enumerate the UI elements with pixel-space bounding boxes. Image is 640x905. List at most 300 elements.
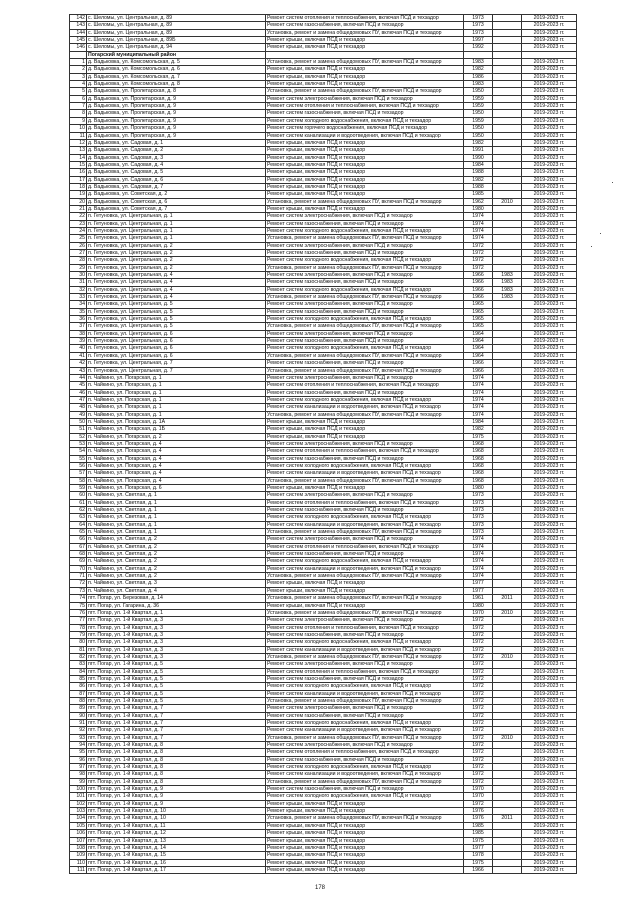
cell-rep xyxy=(493,631,522,638)
cell-year: 1980 xyxy=(464,485,493,492)
cell-year: 1972 xyxy=(464,639,493,646)
cell-period: 2019-2023 гг. xyxy=(522,624,577,631)
cell-work: Ремонт систем отопления и теплоснабжения, включая ПСД и техзадор xyxy=(266,382,464,389)
cell-year: 1975 xyxy=(464,837,493,844)
table-row xyxy=(70,866,577,873)
cell-work: Ремонт систем электроснабжения, включая ПСД и техзадор xyxy=(266,95,464,102)
cell-year: 1970 xyxy=(464,786,493,793)
cell-period: 2019-2023 гг. xyxy=(522,756,577,763)
cell-period: 2019-2023 гг. xyxy=(522,764,577,771)
cell-rep xyxy=(493,51,522,58)
cell-period: 2019-2023 гг. xyxy=(522,521,577,528)
cell-work: Ремонт крыши, включая ПСД и техзадор xyxy=(266,139,464,146)
cell-work: Ремонт систем электроснабжения, включая ПСД и техзадор xyxy=(266,742,464,749)
cell-addr: п. Гетуновка, ул. Центральная, д. 4 xyxy=(87,294,266,301)
table-row xyxy=(70,411,577,418)
cell-addr: п. Чайкино, ул. Светлая, д. 2 xyxy=(87,573,266,580)
cell-rep xyxy=(493,81,522,88)
cell-year: 1972 xyxy=(464,697,493,704)
cell-year xyxy=(464,51,493,58)
cell-n: 64 xyxy=(70,521,87,528)
cell-work: Ремонт крыши, включая ПСД и техзадор xyxy=(266,418,464,425)
cell-work: Установка, ремонт и замена общедомовых ПУ, включая ПСД и техзадор xyxy=(266,778,464,785)
cell-n: 43 xyxy=(70,367,87,374)
cell-work: Ремонт систем электроснабжения, включая ПСД и техзадор xyxy=(266,661,464,668)
cell-period: 2019-2023 гг. xyxy=(522,734,577,741)
cell-rep xyxy=(493,837,522,844)
cell-n: 41 xyxy=(70,352,87,359)
cell-n: 65 xyxy=(70,529,87,536)
cell-n: 86 xyxy=(70,683,87,690)
table-row xyxy=(70,433,577,440)
cell-period: 2019-2023 гг. xyxy=(522,404,577,411)
cell-rep: 2010 xyxy=(493,198,522,205)
cell-work: Ремонт крыши, включая ПСД и техзадор xyxy=(266,580,464,587)
cell-work: Установка, ремонт и замена общедомовых ПУ, включая ПСД и техзадор xyxy=(266,477,464,484)
cell-year: 1959 xyxy=(464,103,493,110)
cell-work: Ремонт систем газоснабжения, включая ПСД и техзадор xyxy=(266,279,464,286)
table-row xyxy=(70,117,577,124)
cell-n: 107 xyxy=(70,837,87,844)
cell-period: 2019-2023 гг. xyxy=(522,690,577,697)
cell-year: 1974 xyxy=(464,404,493,411)
cell-n: 18 xyxy=(70,183,87,190)
cell-work: Ремонт систем газоснабжения, включая ПСД и техзадор xyxy=(266,631,464,638)
table-row xyxy=(70,837,577,844)
cell-addr: д. Вадьковка, ул. Комсомольская, д. 7 xyxy=(87,73,266,80)
table-row xyxy=(70,132,577,139)
table-row xyxy=(70,176,577,183)
cell-n: 58 xyxy=(70,477,87,484)
cell-period: 2019-2023 гг. xyxy=(522,213,577,220)
cell-n: 53 xyxy=(70,440,87,447)
cell-year: 1973 xyxy=(464,507,493,514)
cell-year: 1972 xyxy=(464,756,493,763)
table-row xyxy=(70,830,577,837)
table-row xyxy=(70,756,577,763)
cell-rep xyxy=(493,808,522,815)
cell-period: 2019-2023 гг. xyxy=(522,514,577,521)
cell-addr: д. Вадьковка, ул. Садовая, д. 2 xyxy=(87,147,266,154)
cell-addr: д. Вадьковка, ул. Садовая, д. 3 xyxy=(87,154,266,161)
table-row xyxy=(70,294,577,301)
cell-period: 2019-2023 гг. xyxy=(522,294,577,301)
table-row xyxy=(70,110,577,117)
cell-addr: п. Чайкино, ул. Светлая, д. 2 xyxy=(87,536,266,543)
cell-year: 1972 xyxy=(464,778,493,785)
cell-period: 2019-2023 гг. xyxy=(522,573,577,580)
cell-n xyxy=(70,51,87,58)
cell-work: Ремонт систем холодного водоснабжения, включая ПСД и техзадор xyxy=(266,257,464,264)
cell-work: Ремонт систем газоснабжения, включая ПСД и техзадор xyxy=(266,250,464,257)
cell-addr: пгт. Погар, ул. 1-й Квартал, д. 3 xyxy=(87,624,266,631)
cell-period: 2019-2023 гг. xyxy=(522,830,577,837)
cell-addr: пгт. Погар, ул. 1-й Квартал, д. 8 xyxy=(87,742,266,749)
cell-period: 2019-2023 гг. xyxy=(522,338,577,345)
cell-period: 2019-2023 гг. xyxy=(522,382,577,389)
cell-work: Ремонт систем электроснабжения, включая ПСД и техзадор xyxy=(266,374,464,381)
table-row xyxy=(70,822,577,829)
cell-n: 102 xyxy=(70,800,87,807)
cell-n: 99 xyxy=(70,778,87,785)
cell-work: Ремонт систем электроснабжения, включая ПСД и техзадор xyxy=(266,272,464,279)
cell-n: 49 xyxy=(70,411,87,418)
cell-work: Ремонт систем холодного водоснабжения, включая ПСД и техзадор xyxy=(266,558,464,565)
cell-rep xyxy=(493,301,522,308)
table-row xyxy=(70,727,577,734)
cell-period: 2019-2023 гг. xyxy=(522,558,577,565)
cell-work: Ремонт систем отопления и теплоснабжения, включая ПСД и техзадор xyxy=(266,543,464,550)
cell-rep xyxy=(493,227,522,234)
cell-n: 5 xyxy=(70,88,87,95)
cell-period: 2019-2023 гг. xyxy=(522,147,577,154)
cell-rep xyxy=(493,396,522,403)
cell-rep xyxy=(493,360,522,367)
cell-rep xyxy=(493,257,522,264)
cell-year: 1972 xyxy=(464,617,493,624)
cell-year: 1978 xyxy=(464,852,493,859)
cell-rep xyxy=(493,514,522,521)
cell-year: 1973 xyxy=(464,521,493,528)
table-row xyxy=(70,764,577,771)
cell-year: 1965 xyxy=(464,308,493,315)
cell-addr: с. Шеломы, ул. Центральная, д. 89 xyxy=(87,22,266,29)
cell-period: 2019-2023 гг. xyxy=(522,492,577,499)
cell-period xyxy=(522,51,577,58)
cell-period: 2019-2023 гг. xyxy=(522,272,577,279)
table-row xyxy=(70,543,577,550)
cell-period: 2019-2023 гг. xyxy=(522,183,577,190)
table-row xyxy=(70,507,577,514)
cell-period: 2019-2023 гг. xyxy=(522,264,577,271)
cell-rep xyxy=(493,778,522,785)
cell-period: 2019-2023 гг. xyxy=(522,617,577,624)
cell-rep xyxy=(493,367,522,374)
cell-year: 1973 xyxy=(464,529,493,536)
cell-work: Установка, ремонт и замена общедомовых ПУ, включая ПСД и техзадор xyxy=(266,264,464,271)
cell-n: 20 xyxy=(70,198,87,205)
cell-rep xyxy=(493,455,522,462)
cell-work: Ремонт систем холодного водоснабжения, включая ПСД и техзадор xyxy=(266,316,464,323)
table-row xyxy=(70,565,577,572)
cell-year: 1972 xyxy=(464,734,493,741)
cell-rep xyxy=(493,147,522,154)
cell-addr: с. Шеломы, ул. Центральная, д. 89 xyxy=(87,15,266,22)
cell-n: 74 xyxy=(70,595,87,602)
cell-n: 26 xyxy=(70,242,87,249)
cell-rep xyxy=(493,345,522,352)
cell-rep xyxy=(493,110,522,117)
cell-year: 1974 xyxy=(464,374,493,381)
cell-addr: п. Гетуновка, ул. Центральная, д. 6 xyxy=(87,330,266,337)
cell-rep xyxy=(493,551,522,558)
table-row xyxy=(70,440,577,447)
cell-rep xyxy=(493,675,522,682)
cell-n: 34 xyxy=(70,301,87,308)
table-row xyxy=(70,749,577,756)
cell-rep xyxy=(493,499,522,506)
table-row xyxy=(70,37,577,44)
cell-period: 2019-2023 гг. xyxy=(522,800,577,807)
cell-year: 1974 xyxy=(464,213,493,220)
cell-addr: пгт. Погар, ул. 1-й Квартал, д. 1 xyxy=(87,609,266,616)
cell-rep xyxy=(493,15,522,22)
table-row xyxy=(70,529,577,536)
cell-year: 1974 xyxy=(464,396,493,403)
cell-period: 2019-2023 гг. xyxy=(522,316,577,323)
cell-work: Ремонт систем канализации и водоотведения, включая ПСД и техзадор xyxy=(266,565,464,572)
table-row xyxy=(70,352,577,359)
cell-year: 1968 xyxy=(464,470,493,477)
cell-addr: п. Гетуновка, ул. Центральная, д. 2 xyxy=(87,257,266,264)
cell-rep xyxy=(493,117,522,124)
cell-n: 142 xyxy=(70,15,87,22)
cell-rep xyxy=(493,705,522,712)
table-row xyxy=(70,558,577,565)
cell-period: 2019-2023 гг. xyxy=(522,220,577,227)
cell-work: Ремонт систем канализации и водоотведения, включая ПСД и техзадор xyxy=(266,470,464,477)
table-row xyxy=(70,514,577,521)
cell-period: 2019-2023 гг. xyxy=(522,631,577,638)
cell-period: 2019-2023 гг. xyxy=(522,125,577,132)
cell-year: 1997 xyxy=(464,37,493,44)
cell-n: 61 xyxy=(70,499,87,506)
cell-rep xyxy=(493,154,522,161)
cell-addr: д. Вадьковка, ул. Комсомольская, д. 6 xyxy=(87,66,266,73)
cell-year: 1966 xyxy=(464,367,493,374)
cell-period: 2019-2023 гг. xyxy=(522,81,577,88)
table-row xyxy=(70,338,577,345)
cell-year: 1982 xyxy=(464,426,493,433)
cell-period: 2019-2023 гг. xyxy=(522,308,577,315)
cell-n: 37 xyxy=(70,323,87,330)
cell-addr: пгт. Погар, ул. 1-й Квартал, д. 14 xyxy=(87,844,266,851)
cell-work: Ремонт систем холодного водоснабжения, включая ПСД и техзадор xyxy=(266,396,464,403)
cell-rep xyxy=(493,330,522,337)
cell-work: Ремонт крыши, включая ПСД и техзадор xyxy=(266,161,464,168)
table-row xyxy=(70,360,577,367)
cell-n: 97 xyxy=(70,764,87,771)
cell-rep xyxy=(493,462,522,469)
scan-speck xyxy=(612,182,613,183)
cell-period: 2019-2023 гг. xyxy=(522,154,577,161)
cell-addr: пгт. Погар, ул. 1-й Квартал, д. 8 xyxy=(87,778,266,785)
cell-work: Ремонт систем канализации и водоотведения, включая ПСД и техзадор xyxy=(266,646,464,653)
cell-addr: п. Чайкино, ул. Светлая, д. 2 xyxy=(87,543,266,550)
cell-n: 60 xyxy=(70,492,87,499)
cell-year: 1972 xyxy=(464,631,493,638)
cell-period: 2019-2023 гг. xyxy=(522,286,577,293)
table-row xyxy=(70,587,577,594)
cell-n: 42 xyxy=(70,360,87,367)
cell-addr: пгт. Погар, ул. Гагарина, д. 36 xyxy=(87,602,266,609)
table-row xyxy=(70,44,577,51)
cell-addr: п. Чайкино, ул. Погарская, д. 1 xyxy=(87,396,266,403)
table-row xyxy=(70,595,577,602)
cell-period: 2019-2023 гг. xyxy=(522,360,577,367)
cell-n: 35 xyxy=(70,308,87,315)
cell-addr: пгт. Погар, ул. 1-й Квартал, д. 5 xyxy=(87,697,266,704)
cell-addr: пгт. Погар, ул. 1-й Квартал, д. 5 xyxy=(87,675,266,682)
cell-n: 38 xyxy=(70,330,87,337)
cell-work: Ремонт систем отопления и теплоснабжения, включая ПСД и техзадор xyxy=(266,448,464,455)
table-row xyxy=(70,859,577,866)
cell-work: Ремонт систем газоснабжения, включая ПСД и техзадор xyxy=(266,22,464,29)
cell-period: 2019-2023 гг. xyxy=(522,661,577,668)
cell-work: Установка, ремонт и замена общедомовых ПУ, включая ПСД и техзадор xyxy=(266,367,464,374)
cell-n: 3 xyxy=(70,73,87,80)
cell-period: 2019-2023 гг. xyxy=(522,786,577,793)
cell-addr: п. Гетуновка, ул. Центральная, д. 5 xyxy=(87,308,266,315)
cell-rep xyxy=(493,720,522,727)
cell-rep xyxy=(493,573,522,580)
cell-year: 1972 xyxy=(464,653,493,660)
cell-year: 1983 xyxy=(464,81,493,88)
cell-period: 2019-2023 гг. xyxy=(522,345,577,352)
cell-addr: п. Чайкино, ул. Погарская, д. 1А xyxy=(87,418,266,425)
cell-period: 2019-2023 гг. xyxy=(522,29,577,36)
cell-addr: пгт. Погар, ул. 1-й Квартал, д. 16 xyxy=(87,859,266,866)
cell-period: 2019-2023 гг. xyxy=(522,668,577,675)
cell-year: 1968 xyxy=(464,440,493,447)
cell-period: 2019-2023 гг. xyxy=(522,507,577,514)
cell-period: 2019-2023 гг. xyxy=(522,389,577,396)
cell-addr: п. Гетуновка, ул. Центральная, д. 1 xyxy=(87,235,266,242)
cell-n: 7 xyxy=(70,103,87,110)
cell-work: Ремонт систем отопления и теплоснабжения, включая ПСД и техзадор xyxy=(266,668,464,675)
cell-year: 1976 xyxy=(464,815,493,822)
cell-rep xyxy=(493,602,522,609)
cell-work: Установка, ремонт и замена общедомовых ПУ, включая ПСД и техзадор xyxy=(266,573,464,580)
cell-year: 1961 xyxy=(464,595,493,602)
document-sheet xyxy=(69,14,568,874)
cell-addr: д. Вадьковка, ул. Комсомольская, д. 8 xyxy=(87,81,266,88)
cell-n: 94 xyxy=(70,742,87,749)
scan-speck xyxy=(591,246,592,247)
table-row xyxy=(70,404,577,411)
table-row xyxy=(70,345,577,352)
cell-year: 1974 xyxy=(464,220,493,227)
cell-addr: пгт. Погар, ул. 1-й Квартал, д. 3 xyxy=(87,631,266,638)
cell-rep xyxy=(493,690,522,697)
cell-n: 145 xyxy=(70,37,87,44)
cell-rep xyxy=(493,235,522,242)
cell-rep xyxy=(493,22,522,29)
cell-n: 56 xyxy=(70,462,87,469)
cell-year: 1982 xyxy=(464,66,493,73)
cell-rep xyxy=(493,88,522,95)
cell-n: 63 xyxy=(70,514,87,521)
cell-addr: д. Вадьковка, ул. Советская, д. 2 xyxy=(87,191,266,198)
cell-year: 1964 xyxy=(464,330,493,337)
cell-period: 2019-2023 гг. xyxy=(522,609,577,616)
cell-rep xyxy=(493,477,522,484)
cell-period: 2019-2023 гг. xyxy=(522,587,577,594)
cell-year: 1959 xyxy=(464,117,493,124)
cell-n: 91 xyxy=(70,720,87,727)
cell-addr: пгт. Погар, ул. 1-й Квартал, д. 8 xyxy=(87,756,266,763)
cell-year: 1962 xyxy=(464,198,493,205)
cell-work: Ремонт систем электроснабжения, включая ПСД и техзадор xyxy=(266,213,464,220)
cell-addr: п. Чайкино, ул. Погарская, д. 1 xyxy=(87,389,266,396)
cell-n: 73 xyxy=(70,587,87,594)
cell-period: 2019-2023 гг. xyxy=(522,426,577,433)
cell-addr: д. Вадьковка, ул. Пролетарская, д. 9 xyxy=(87,95,266,102)
cell-work: Ремонт крыши, включая ПСД и техзадор xyxy=(266,800,464,807)
cell-n: 12 xyxy=(70,139,87,146)
cell-rep xyxy=(493,250,522,257)
cell-rep xyxy=(493,529,522,536)
cell-work: Ремонт систем газоснабжения, включая ПСД и техзадор xyxy=(266,786,464,793)
cell-period: 2019-2023 гг. xyxy=(522,66,577,73)
cell-addr: п. Чайкино, ул. Светлая, д. 1 xyxy=(87,529,266,536)
cell-work: Ремонт систем газоснабжения, включая ПСД и техзадор xyxy=(266,389,464,396)
cell-year: 1972 xyxy=(464,720,493,727)
cell-year: 1950 xyxy=(464,132,493,139)
cell-period: 2019-2023 гг. xyxy=(522,455,577,462)
cell-year: 1973 xyxy=(464,29,493,36)
cell-n: 36 xyxy=(70,316,87,323)
cell-work: Установка, ремонт и замена общедомовых ПУ, включая ПСД и техзадор xyxy=(266,609,464,616)
cell-period: 2019-2023 гг. xyxy=(522,191,577,198)
cell-n: 59 xyxy=(70,485,87,492)
cell-year: 1988 xyxy=(464,169,493,176)
table-row xyxy=(70,272,577,279)
cell-addr: пгт. Погар, ул. 1-й Квартал, д. 8 xyxy=(87,749,266,756)
table-row xyxy=(70,257,577,264)
cell-addr: п. Гетуновка, ул. Центральная, д. 6 xyxy=(87,345,266,352)
cell-rep xyxy=(493,125,522,132)
table-row xyxy=(70,705,577,712)
cell-work: Ремонт крыши, включая ПСД и техзадор xyxy=(266,176,464,183)
cell-addr: д. Вадьковка, ул. Садовая, д. 4 xyxy=(87,161,266,168)
cell-addr: д. Вадьковка, ул. Пролетарская, д. 9 xyxy=(87,103,266,110)
cell-period: 2019-2023 гг. xyxy=(522,227,577,234)
cell-rep xyxy=(493,37,522,44)
cell-work: Ремонт систем газоснабжения, включая ПСД и техзадор xyxy=(266,338,464,345)
cell-n: 93 xyxy=(70,734,87,741)
cell-n: 46 xyxy=(70,389,87,396)
cell-addr: п. Гетуновка, ул. Центральная, д. 2 xyxy=(87,264,266,271)
cell-rep: 2011 xyxy=(493,595,522,602)
cell-rep xyxy=(493,844,522,851)
cell-n: 104 xyxy=(70,815,87,822)
cell-addr: п. Чайкино, ул. Светлая, д. 1 xyxy=(87,507,266,514)
section-header-row xyxy=(70,51,577,58)
table-row xyxy=(70,683,577,690)
cell-work: Установка, ремонт и замена общедомовых ПУ, включая ПСД и техзадор xyxy=(266,59,464,66)
cell-rep xyxy=(493,323,522,330)
cell-work: Ремонт систем электроснабжения, включая ПСД и техзадор xyxy=(266,536,464,543)
cell-addr: пгт. Погар, ул. 1-й Квартал, д. 5 xyxy=(87,661,266,668)
table-row xyxy=(70,73,577,80)
cell-year: 1972 xyxy=(464,705,493,712)
cell-work xyxy=(266,51,464,58)
cell-rep xyxy=(493,749,522,756)
cell-period: 2019-2023 гг. xyxy=(522,161,577,168)
cell-period: 2019-2023 гг. xyxy=(522,411,577,418)
cell-work: Ремонт крыши, включая ПСД и техзадор xyxy=(266,183,464,190)
cell-year: 1972 xyxy=(464,683,493,690)
cell-work: Ремонт крыши, включая ПСД и техзадор xyxy=(266,154,464,161)
cell-addr: с. Шеломы, ул. Центральная, д. 89Б xyxy=(87,37,266,44)
table-row xyxy=(70,734,577,741)
cell-n: 19 xyxy=(70,191,87,198)
cell-year: 1964 xyxy=(464,345,493,352)
cell-period: 2019-2023 гг. xyxy=(522,822,577,829)
cell-n: 103 xyxy=(70,808,87,815)
cell-year: 1973 xyxy=(464,22,493,29)
